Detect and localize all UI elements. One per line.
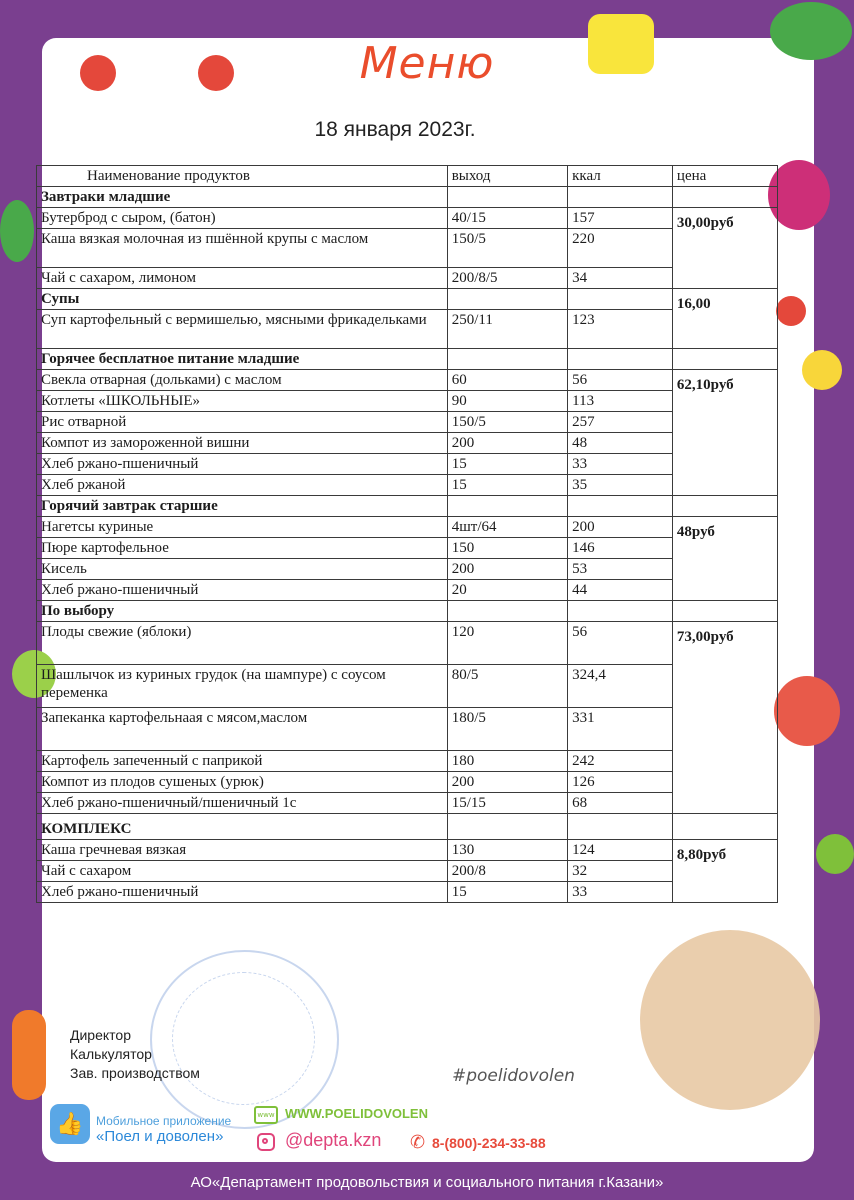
dish-price: 62,10руб — [672, 370, 777, 496]
app-label: Мобильное приложение — [96, 1114, 232, 1128]
table-row — [37, 840, 778, 861]
table-row — [37, 708, 778, 751]
table-row — [37, 559, 778, 580]
table-row — [37, 665, 778, 708]
dish-name: Компот из плодов сушеных (урюк) — [37, 772, 448, 793]
instagram-icon — [257, 1133, 275, 1151]
dish-out: 20 — [447, 580, 567, 601]
dish-kcal: 331 — [568, 708, 673, 751]
section-title: Горячее бесплатное питание младшие — [37, 349, 448, 370]
dish-out: 15 — [447, 882, 567, 903]
dish-name: Нагетсы куриные — [37, 517, 448, 538]
footer-organization: АО«Департамент продовольствия и социального питания г.Казани» — [190, 1174, 664, 1191]
table-row — [37, 601, 778, 622]
thumbs-up-app-icon[interactable]: 👍 — [50, 1104, 90, 1144]
table-row — [37, 454, 778, 475]
dish-name: Плоды свежие (яблоки) — [37, 622, 448, 665]
section-title: КОМПЛЕКС — [37, 814, 448, 840]
table-row — [37, 814, 778, 840]
dish-out: 250/11 — [447, 310, 567, 349]
menu-table — [36, 165, 778, 903]
dish-price: 48руб — [672, 517, 777, 601]
cucumber-left — [0, 200, 34, 262]
table-row — [37, 861, 778, 882]
dish-price: 30,00руб — [672, 208, 777, 289]
signature-calculator: Калькулятор — [70, 1046, 152, 1062]
dish-name: Компот из замороженной вишни — [37, 433, 448, 454]
table-header-row — [37, 166, 778, 187]
dish-name: Шашлычок из куриных грудок (на шампуре) с соусом переменка — [37, 665, 448, 708]
header-out: выход — [447, 166, 567, 187]
table-row — [37, 517, 778, 538]
app-name[interactable]: «Поел и доволен» — [96, 1128, 224, 1145]
dish-out: 200/8 — [447, 861, 567, 882]
table-row — [37, 289, 778, 310]
dish-out: 15/15 — [447, 793, 567, 814]
header-price: цена — [672, 166, 777, 187]
table-row — [37, 370, 778, 391]
dish-out: 150 — [447, 538, 567, 559]
dish-name: Хлеб ржаной — [37, 475, 448, 496]
dish-kcal: 124 — [568, 840, 673, 861]
table-row — [37, 496, 778, 517]
dish-kcal: 32 — [568, 861, 673, 882]
dish-price: 73,00руб — [672, 622, 777, 814]
dish-name: Бутерброд с сыром, (батон) — [37, 208, 448, 229]
carrot-character — [12, 1010, 46, 1100]
table-row — [37, 580, 778, 601]
dish-kcal: 324,4 — [568, 665, 673, 708]
section-title: По выбору — [37, 601, 448, 622]
dish-out: 180/5 — [447, 708, 567, 751]
dish-name: Пюре картофельное — [37, 538, 448, 559]
dish-out: 130 — [447, 840, 567, 861]
table-row — [37, 412, 778, 433]
dish-out: 80/5 — [447, 665, 567, 708]
section-title: Горячий завтрак старшие — [37, 496, 448, 517]
phone-link[interactable]: 8-(800)-234-33-88 — [432, 1135, 546, 1151]
table-row — [37, 622, 778, 665]
dish-kcal: 48 — [568, 433, 673, 454]
dish-name: Хлеб ржано-пшеничный — [37, 454, 448, 475]
dish-name: Чай с сахаром, лимоном — [37, 268, 448, 289]
dish-out: 90 — [447, 391, 567, 412]
table-row — [37, 882, 778, 903]
dish-kcal: 257 — [568, 412, 673, 433]
dish-kcal: 56 — [568, 370, 673, 391]
instagram-link[interactable]: @depta.kzn — [285, 1130, 382, 1150]
table-row — [37, 268, 778, 289]
website-link[interactable]: WWW.POELIDOVOLEN — [285, 1106, 428, 1121]
dish-out: 200 — [447, 772, 567, 793]
dish-kcal: 44 — [568, 580, 673, 601]
table-row — [37, 187, 778, 208]
dish-kcal: 242 — [568, 751, 673, 772]
table-row — [37, 349, 778, 370]
dish-kcal: 56 — [568, 622, 673, 665]
smiley-yellow — [802, 350, 842, 390]
dish-kcal: 220 — [568, 229, 673, 268]
table-row — [37, 310, 778, 349]
dish-name: Картофель запеченный с паприкой — [37, 751, 448, 772]
dish-name: Хлеб ржано-пшеничный — [37, 882, 448, 903]
signature-block — [70, 1026, 200, 1083]
hashtag: #poelidovolen — [452, 1066, 575, 1086]
dish-name: Хлеб ржано-пшеничный/пшеничный 1с — [37, 793, 448, 814]
dish-name: Запеканка картофельнаая с мясом,маслом — [37, 708, 448, 751]
dish-out: 200 — [447, 433, 567, 454]
leaf-right — [816, 834, 854, 874]
dish-out: 15 — [447, 475, 567, 496]
dish-kcal: 146 — [568, 538, 673, 559]
table-row — [37, 208, 778, 229]
dish-kcal: 33 — [568, 454, 673, 475]
section-title: Супы — [37, 289, 448, 310]
dish-out: 120 — [447, 622, 567, 665]
dish-out: 200 — [447, 559, 567, 580]
signature-production: Зав. производством — [70, 1065, 200, 1081]
dish-kcal: 35 — [568, 475, 673, 496]
dish-out: 150/5 — [447, 229, 567, 268]
dish-name: Чай с сахаром — [37, 861, 448, 882]
table-row — [37, 772, 778, 793]
header-kcal: ккал — [568, 166, 673, 187]
tomato-small — [776, 296, 806, 326]
page-title: Меню — [359, 38, 495, 89]
dish-out: 150/5 — [447, 412, 567, 433]
dish-kcal: 200 — [568, 517, 673, 538]
table-row — [37, 793, 778, 814]
dish-name: Кисель — [37, 559, 448, 580]
dish-kcal: 34 — [568, 268, 673, 289]
dish-out: 4шт/64 — [447, 517, 567, 538]
table-row — [37, 433, 778, 454]
dish-out: 180 — [447, 751, 567, 772]
dish-price: 8,80руб — [672, 840, 777, 903]
dish-name: Суп картофельный с вермишелью, мясными фрикадельками — [37, 310, 448, 349]
dish-name: Котлеты «ШКОЛЬНЫЕ» — [37, 391, 448, 412]
phone-icon: ✆ — [410, 1132, 426, 1153]
dish-out: 40/15 — [447, 208, 567, 229]
section-title: Завтраки младшие — [37, 187, 448, 208]
dish-name: Хлеб ржано-пшеничный — [37, 580, 448, 601]
table-row — [37, 538, 778, 559]
signature-director: Директор — [70, 1027, 131, 1043]
dish-kcal: 68 — [568, 793, 673, 814]
header-name: Наименование продуктов — [37, 166, 448, 187]
menu-date: 18 января 2023г. — [314, 118, 476, 141]
dish-out: 60 — [447, 370, 567, 391]
dish-kcal: 157 — [568, 208, 673, 229]
dish-kcal: 33 — [568, 882, 673, 903]
dish-name: Рис отварной — [37, 412, 448, 433]
table-row — [37, 751, 778, 772]
table-row — [37, 475, 778, 496]
dish-name: Каша гречневая вязкая — [37, 840, 448, 861]
dish-out: 200/8/5 — [447, 268, 567, 289]
meat-character — [774, 676, 840, 746]
web-icon: www — [254, 1106, 278, 1124]
table-row — [37, 229, 778, 268]
dish-kcal: 123 — [568, 310, 673, 349]
dish-price: 16,00 — [672, 289, 777, 349]
dish-name: Свекла отварная (дольками) с маслом — [37, 370, 448, 391]
dish-kcal: 53 — [568, 559, 673, 580]
dish-out: 15 — [447, 454, 567, 475]
dish-kcal: 126 — [568, 772, 673, 793]
dish-name: Каша вязкая молочная из пшённой крупы с маслом — [37, 229, 448, 268]
dish-kcal: 113 — [568, 391, 673, 412]
table-row — [37, 391, 778, 412]
food-characters-group — [640, 930, 820, 1110]
